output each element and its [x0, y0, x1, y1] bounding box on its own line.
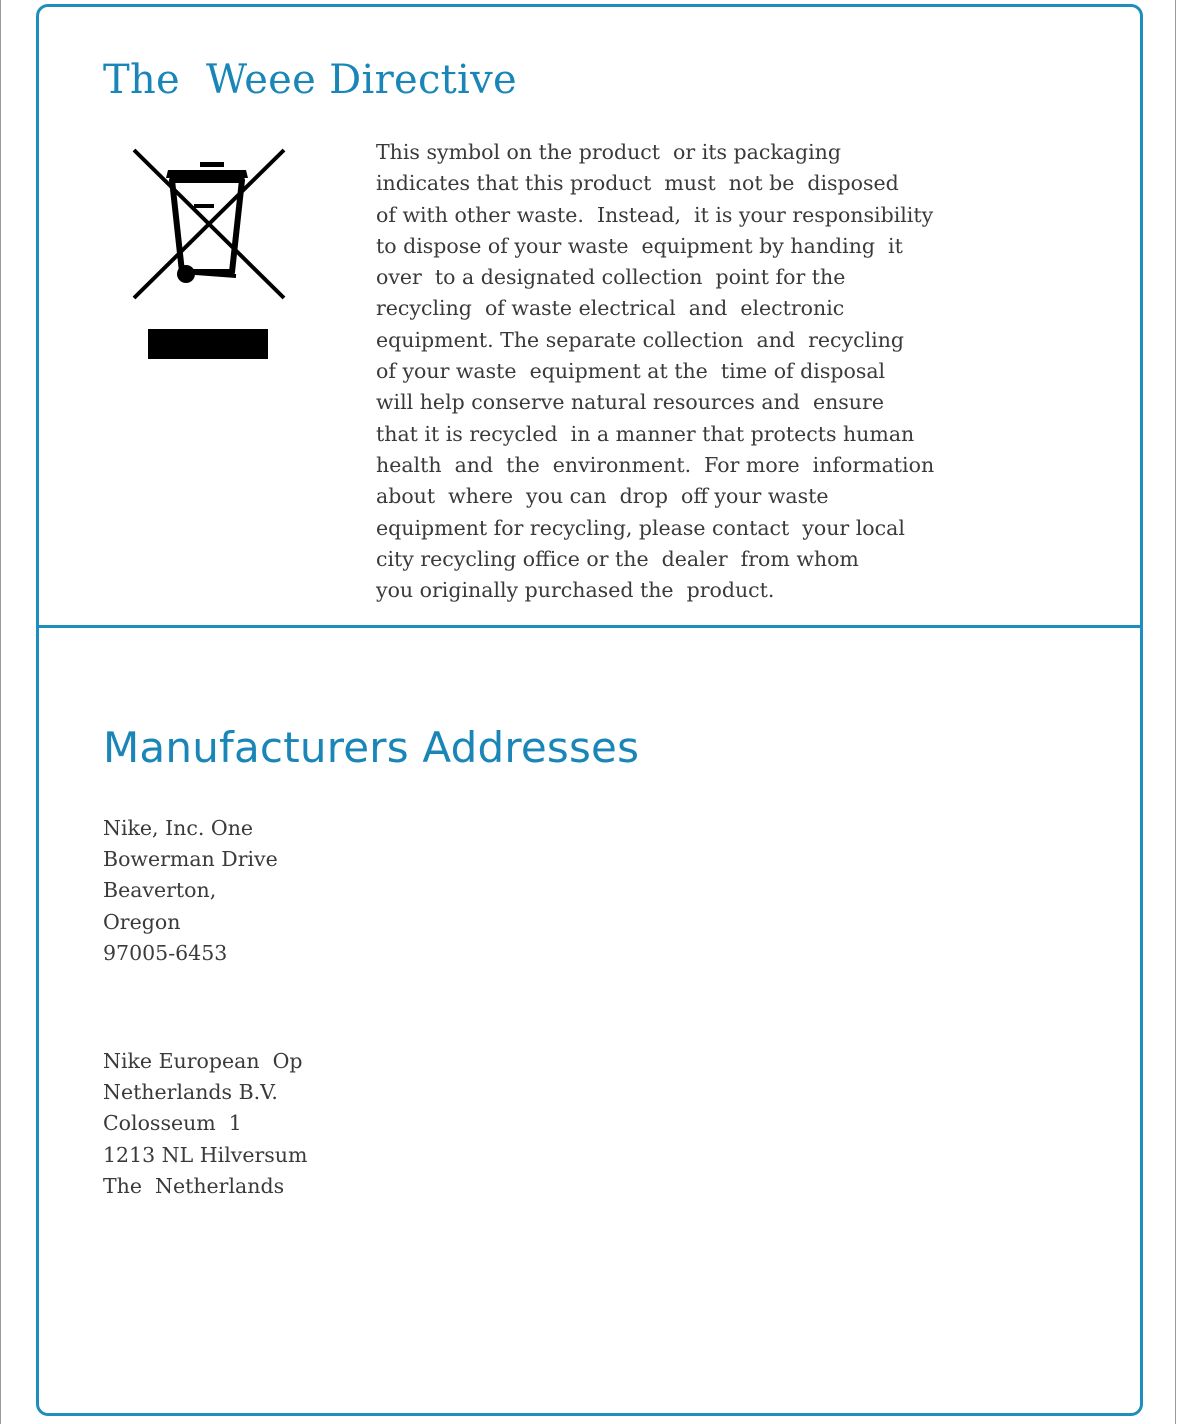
weee-heading: The Weee Directive: [103, 57, 518, 103]
paragraph-line: over to a designated collection point for the: [376, 265, 846, 290]
paragraph-line: This symbol on the product or its packaging: [376, 140, 842, 164]
address-line: Colosseum 1: [103, 1111, 242, 1136]
address-line: Oregon: [103, 909, 181, 934]
address-line: 1213 NL Hilversum: [103, 1142, 308, 1167]
page-edge-left: [0, 0, 1, 1424]
paragraph-line: equipment for recycling, please contact your local: [376, 515, 905, 540]
manufacturers-heading: Manufacturers Addresses: [103, 723, 640, 772]
paragraph-line: about where you can drop off your waste: [376, 484, 829, 509]
paragraph-line: health and the environment. For more information: [376, 452, 935, 477]
page-edge-right: [1175, 0, 1176, 1424]
address-line: Bowerman Drive: [103, 847, 278, 872]
paragraph-line: recycling of waste electrical and electronic: [376, 296, 845, 321]
address-line: 97005-6453: [103, 940, 228, 965]
address-line: Netherlands B.V.: [103, 1080, 278, 1105]
paragraph-line: equipment. The separate collection and recycling: [376, 327, 905, 352]
paragraph-line: city recycling office or the dealer from whom: [376, 546, 859, 571]
paragraph-line: to dispose of your waste equipment by handing it: [376, 233, 903, 258]
paragraph-line: that it is recycled in a manner that protects human: [376, 421, 915, 446]
address-line: The Netherlands: [103, 1173, 285, 1198]
address-line: Beaverton,: [103, 878, 217, 903]
address-nike-european: [103, 1046, 307, 1202]
paragraph-line: you originally purchased the product.: [376, 578, 775, 603]
paragraph-line: indicates that this product must not be disposed: [376, 171, 899, 196]
address-nike-inc: [103, 813, 278, 969]
paragraph-line: will help conserve natural resources and ensure: [376, 390, 884, 415]
paragraph-line: of with other waste. Instead, it is your responsibility: [376, 202, 934, 227]
section-divider: [36, 625, 1143, 628]
address-line: Nike, Inc. One: [103, 816, 254, 840]
crossed-out-wheelie-bin-icon: [128, 144, 290, 364]
weee-paragraph: [376, 137, 936, 606]
address-line: Nike European Op: [103, 1049, 303, 1073]
paragraph-line: of your waste equipment at the time of disposal: [376, 359, 886, 384]
